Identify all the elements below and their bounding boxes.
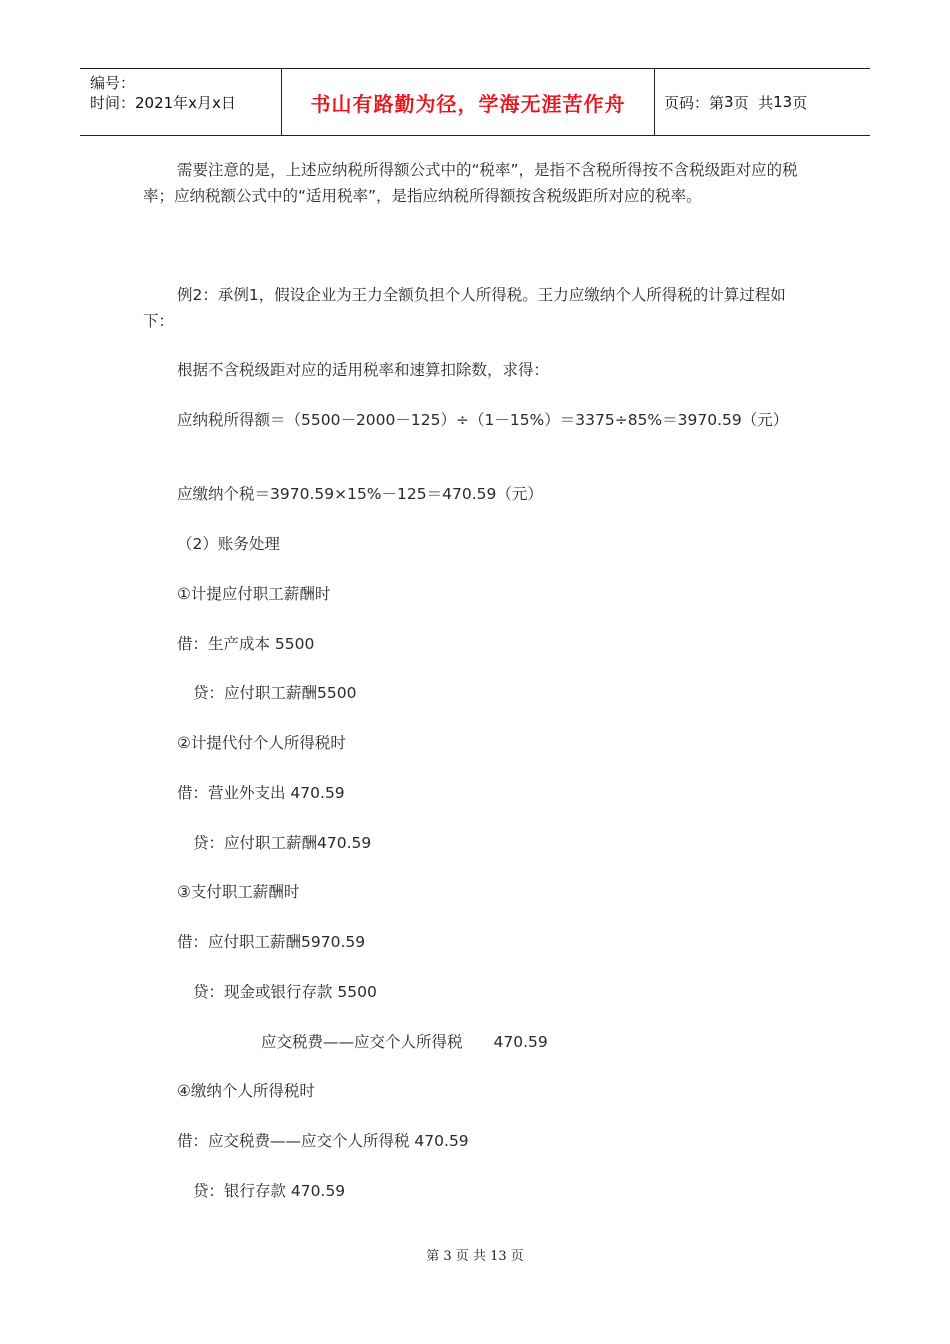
journal-entry-debit: 借：生产成本 5500 bbox=[177, 635, 315, 653]
footer-current-page: 3 bbox=[443, 1249, 452, 1264]
header-meta bbox=[90, 73, 280, 113]
section-heading: （2）账务处理 bbox=[177, 535, 280, 553]
paragraph: ②计提代付个人所得税时 bbox=[177, 734, 346, 752]
journal-entry-debit: 借：应交税费——应交个人所得税 470.59 bbox=[177, 1132, 469, 1150]
journal-entry-credit: 贷：应付职工薪酬470.59 bbox=[193, 834, 372, 852]
footer-prefix: 第 bbox=[426, 1249, 440, 1264]
footer-total-pages: 13 bbox=[490, 1249, 507, 1264]
paragraph: 应纳税所得额＝（5500－2000－125）÷（1－15%）＝3375÷85%＝3970.59（元） bbox=[177, 411, 789, 429]
header-motto: 书山有路勤为径，学海无涯苦作舟 bbox=[310, 91, 626, 116]
header-page-info bbox=[664, 69, 807, 135]
page-total: 13 bbox=[773, 93, 793, 111]
paragraph: ④缴纳个人所得税时 bbox=[177, 1082, 315, 1100]
journal-entry-credit: 贷：现金或银行存款 5500 bbox=[193, 983, 377, 1001]
paragraph: 例2：承例1，假设企业为王力全额负担个人所得税。王力应缴纳个人所得税的计算过程如下： bbox=[143, 286, 786, 330]
journal-entry-credit: 贷：银行存款 470.59 bbox=[193, 1182, 346, 1200]
paragraph: 应缴纳个税＝3970.59×15%－125＝470.59（元） bbox=[177, 485, 543, 503]
paragraph: 需要注意的是，上述应纳税所得额公式中的“税率”，是指不含税所得按不含税级距对应的税率；应纳税额公式中的“适用税率”，是指应纳税所得额按含税级距所对应的税率。 bbox=[143, 161, 798, 205]
page-prefix: 页码：第 bbox=[664, 93, 725, 112]
document-number-label: 编号： bbox=[90, 74, 136, 92]
page-header bbox=[80, 68, 870, 136]
paragraph: 根据不含税级距对应的适用税率和速算扣除数，求得： bbox=[177, 361, 550, 379]
footer-middle: 页 共 bbox=[455, 1249, 486, 1264]
page-footer bbox=[0, 1245, 950, 1264]
journal-entry-debit: 借：应付职工薪酬5970.59 bbox=[177, 933, 366, 951]
page-suffix: 页 bbox=[792, 93, 808, 112]
paragraph: ③支付职工薪酬时 bbox=[177, 883, 300, 901]
paragraph: ①计提应付职工薪酬时 bbox=[177, 585, 331, 603]
page-current: 3 bbox=[724, 93, 734, 111]
document-date: 时间：2021年x月x日 bbox=[90, 94, 236, 112]
header-divider bbox=[654, 69, 655, 135]
journal-entry-credit: 贷：应付职工薪酬5500 bbox=[193, 684, 357, 702]
page-middle: 页 共 bbox=[733, 93, 774, 112]
journal-entry-credit: 应交税费——应交个人所得税 470.59 bbox=[261, 1033, 548, 1051]
journal-entry-debit: 借：营业外支出 470.59 bbox=[177, 784, 345, 802]
footer-suffix: 页 bbox=[510, 1249, 524, 1264]
